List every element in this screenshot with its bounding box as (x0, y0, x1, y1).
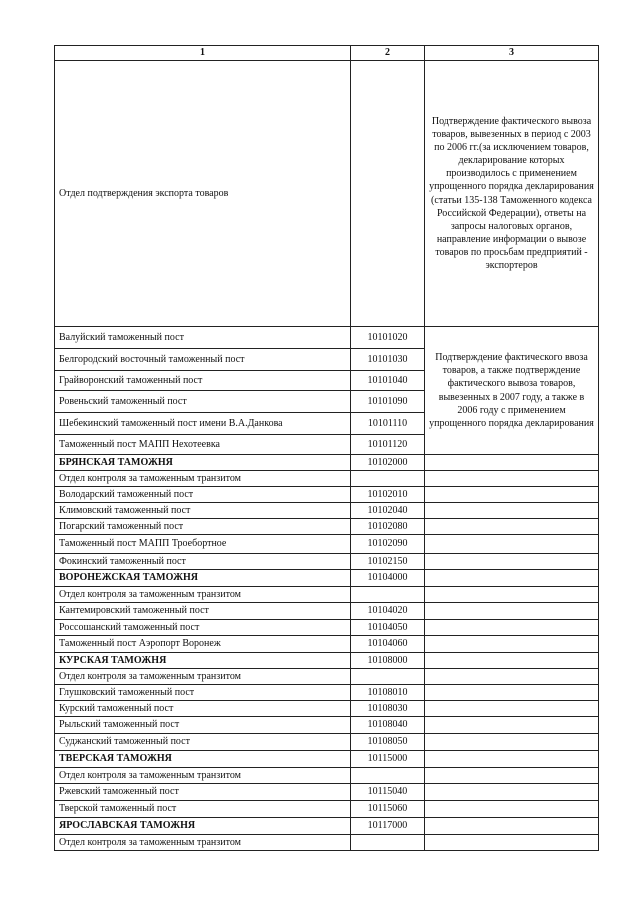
department-name: Отдел подтверждения экспорта товаров (55, 61, 351, 327)
header-row (55, 46, 599, 61)
post-code: 10115000 (351, 751, 425, 768)
customs-office-row (55, 818, 599, 835)
post-code (351, 471, 425, 487)
empty-note-cell (425, 471, 599, 487)
header-col-1: 1 (55, 46, 351, 61)
post-name: Ржевский таможенный пост (55, 784, 351, 801)
post-code: 10104000 (351, 570, 425, 587)
post-name: Шебекинский таможенный пост имени В.А.Данкова (55, 413, 351, 435)
post-name: Таможенный пост МАПП Нехотеевка (55, 435, 351, 455)
empty-note-cell (425, 535, 599, 554)
header-col-3: 3 (425, 46, 599, 61)
customs-post-row (55, 701, 599, 717)
department-code (351, 61, 425, 327)
customs-post-row (55, 784, 599, 801)
post-code: 10101110 (351, 413, 425, 435)
customs-post-row (55, 685, 599, 701)
post-name: Кантемировский таможенный пост (55, 603, 351, 620)
empty-note-cell (425, 784, 599, 801)
empty-note-cell (425, 653, 599, 669)
customs-post-row (55, 717, 599, 734)
post-name: ТВЕРСКАЯ ТАМОЖНЯ (55, 751, 351, 768)
empty-note-cell (425, 570, 599, 587)
post-code: 10104050 (351, 620, 425, 636)
customs-post-row (55, 636, 599, 653)
empty-note-cell (425, 519, 599, 535)
post-name: Глушковский таможенный пост (55, 685, 351, 701)
customs-office-row (55, 653, 599, 669)
empty-note-cell (425, 554, 599, 570)
empty-note-cell (425, 768, 599, 784)
empty-note-cell (425, 603, 599, 620)
post-name: Отдел контроля за таможенным транзитом (55, 669, 351, 685)
post-name: ВОРОНЕЖСКАЯ ТАМОЖНЯ (55, 570, 351, 587)
post-code: 10102080 (351, 519, 425, 535)
post-code (351, 669, 425, 685)
customs-post-row (55, 768, 599, 784)
post-code: 10101040 (351, 371, 425, 391)
post-name: Отдел контроля за таможенным транзитом (55, 471, 351, 487)
post-code: 10104060 (351, 636, 425, 653)
post-code: 10115040 (351, 784, 425, 801)
empty-note-cell (425, 669, 599, 685)
empty-note-cell (425, 717, 599, 734)
customs-posts-table (54, 45, 599, 851)
customs-post-row (55, 471, 599, 487)
post-code: 10102090 (351, 535, 425, 554)
empty-note-cell (425, 818, 599, 835)
post-name: Курский таможенный пост (55, 701, 351, 717)
customs-post-row (55, 327, 599, 349)
empty-note-cell (425, 587, 599, 603)
post-code: 10101020 (351, 327, 425, 349)
post-code: 10108040 (351, 717, 425, 734)
empty-note-cell (425, 455, 599, 471)
header-col-2: 2 (351, 46, 425, 61)
customs-office-row (55, 570, 599, 587)
post-code (351, 768, 425, 784)
empty-note-cell (425, 503, 599, 519)
post-name: Володарский таможенный пост (55, 487, 351, 503)
post-code: 10108010 (351, 685, 425, 701)
post-code (351, 835, 425, 851)
post-code: 10117000 (351, 818, 425, 835)
post-code: 10101030 (351, 349, 425, 371)
post-code: 10102150 (351, 554, 425, 570)
post-name: Рыльский таможенный пост (55, 717, 351, 734)
customs-post-row (55, 503, 599, 519)
empty-note-cell (425, 636, 599, 653)
customs-post-row (55, 620, 599, 636)
empty-note-cell (425, 701, 599, 717)
customs-post-row (55, 603, 599, 620)
customs-post-row (55, 587, 599, 603)
customs-post-row (55, 801, 599, 818)
empty-note-cell (425, 751, 599, 768)
customs-post-row (55, 734, 599, 751)
customs-post-row (55, 835, 599, 851)
post-name: Суджанский таможенный пост (55, 734, 351, 751)
post-name: Россошанский таможенный пост (55, 620, 351, 636)
post-code: 10102000 (351, 455, 425, 471)
empty-note-cell (425, 685, 599, 701)
customs-post-row (55, 554, 599, 570)
post-code: 10104020 (351, 603, 425, 620)
post-code: 10101090 (351, 391, 425, 413)
post-name: Отдел контроля за таможенным транзитом (55, 587, 351, 603)
post-name: БРЯНСКАЯ ТАМОЖНЯ (55, 455, 351, 471)
post-code: 10102040 (351, 503, 425, 519)
post-name: Таможенный пост Аэропорт Воронеж (55, 636, 351, 653)
post-name: Фокинский таможенный пост (55, 554, 351, 570)
post-name: Белгородский восточный таможенный пост (55, 349, 351, 371)
post-code (351, 587, 425, 603)
department-note: Подтверждение фактического вывоза товаров, вывезенных в период с 2003 по 2006 гг.(за исключением товаров, декларирование которых производилось с применением упрощенного порядка декларирования (статьи 135-138 Таможенного кодекса Российской Федерации), ответы на запросы налоговых органов, направление информации о вывозе товаров по просьбам предприятий - экспортеров (425, 61, 599, 327)
post-code: 10102010 (351, 487, 425, 503)
post-code: 10101120 (351, 435, 425, 455)
post-code: 10115060 (351, 801, 425, 818)
post-name: Отдел контроля за таможенным транзитом (55, 768, 351, 784)
post-name: Погарский таможенный пост (55, 519, 351, 535)
empty-note-cell (425, 801, 599, 818)
empty-note-cell (425, 835, 599, 851)
post-name: Тверской таможенный пост (55, 801, 351, 818)
customs-post-row (55, 535, 599, 554)
customs-office-row (55, 455, 599, 471)
post-name: Ровеньский таможенный пост (55, 391, 351, 413)
empty-note-cell (425, 620, 599, 636)
post-name: Климовский таможенный пост (55, 503, 351, 519)
empty-note-cell (425, 487, 599, 503)
post-name: Грайворонский таможенный пост (55, 371, 351, 391)
post-name: Валуйский таможенный пост (55, 327, 351, 349)
group-note: Подтверждение фактического ввоза товаров, а также подтверждение фактического вывоза товаров, вывезенных в 2007 году, а также в 2006 году с применением упрощенного порядка декларирования (425, 327, 599, 455)
post-name: КУРСКАЯ ТАМОЖНЯ (55, 653, 351, 669)
post-name: Таможенный пост МАПП Троебортное (55, 535, 351, 554)
post-name: ЯРОСЛАВСКАЯ ТАМОЖНЯ (55, 818, 351, 835)
customs-post-row (55, 519, 599, 535)
post-code: 10108030 (351, 701, 425, 717)
export-confirmation-row (55, 61, 599, 327)
customs-office-row (55, 751, 599, 768)
customs-post-row (55, 487, 599, 503)
empty-note-cell (425, 734, 599, 751)
post-name: Отдел контроля за таможенным транзитом (55, 835, 351, 851)
post-code: 10108000 (351, 653, 425, 669)
post-code: 10108050 (351, 734, 425, 751)
customs-post-row (55, 669, 599, 685)
